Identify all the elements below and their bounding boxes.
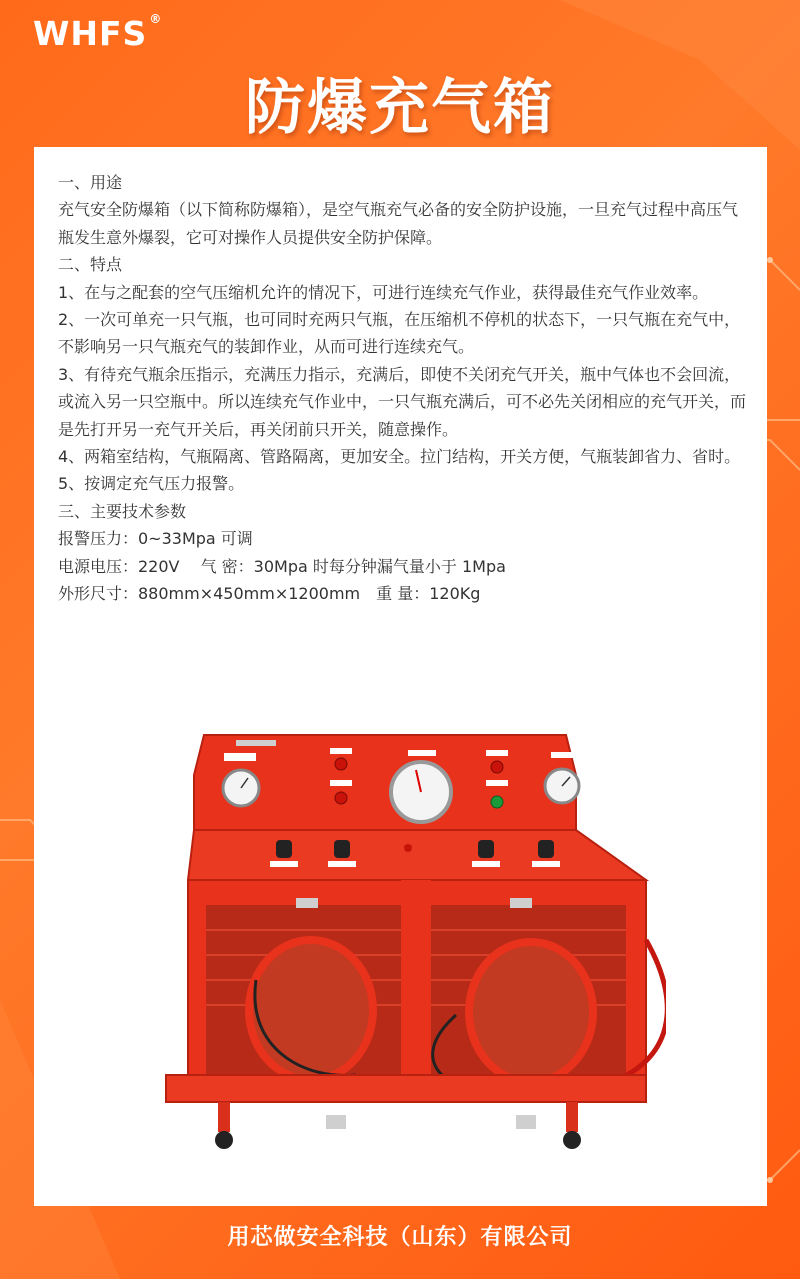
content-card [34, 147, 767, 1206]
feature-item-3: 3、有待充气瓶余压指示，充满压力指示，充满后，即使不关闭充气开关，瓶中气体也不会回流，或流入另一只空瓶中。所以连续充气作业中，一只气瓶充满后，可不必先关闭相应的充气开关，而是先打开另一充气开关后，再关闭前只开关，随意操作。 [58, 364, 747, 439]
spec-dimensions-weight: 外形尺寸：880mm×450mm×1200mm 重 量：120Kg [58, 584, 481, 604]
page-title: 防爆充气箱 [245, 73, 555, 143]
product-image [146, 730, 666, 1185]
usage-text: 充气安全防爆箱（以下简称防爆箱），是空气瓶充气必备的安全防护设施，一旦充气过程中高压气瓶发生意外爆裂，它可对操作人员提供安全防护保障。 [58, 200, 739, 247]
feature-item-4: 4、两箱室结构，气瓶隔离、管路隔离，更加安全。拉门结构，开关方便，气瓶装卸省力、省时。 [58, 447, 741, 467]
spec-alarm-pressure: 报警压力：0~33Mpa 可调 [58, 529, 253, 549]
company-name: 用芯做安全科技（山东）有限公司 [227, 1225, 573, 1250]
feature-item-2: 2、一次可单充一只气瓶，也可同时充两只气瓶，在压缩机不停机的状态下，一只气瓶在充气中，不影响另一只气瓶充气的装卸作业，从而可进行连续充气。 [58, 310, 741, 357]
brand-logo [33, 14, 162, 53]
section-heading-specs: 三、主要技术参数 [58, 501, 187, 521]
spec-voltage-airtightness: 电源电压：220V 气 密：30Mpa 时每分钟漏气量小于 1Mpa [58, 556, 506, 576]
section-heading-usage: 一、用途 [58, 173, 123, 192]
section-heading-features: 二、特点 [58, 255, 123, 275]
brand-logo-text: WHFS [33, 14, 148, 53]
product-description [58, 169, 746, 608]
feature-item-5: 5、按调定充气压力报警。 [58, 474, 245, 494]
feature-item-1: 1、在与之配套的空气压缩机允许的情况下，可进行连续充气作业，获得最佳充气作业效率。 [58, 282, 709, 302]
registered-mark: ® [149, 12, 163, 26]
